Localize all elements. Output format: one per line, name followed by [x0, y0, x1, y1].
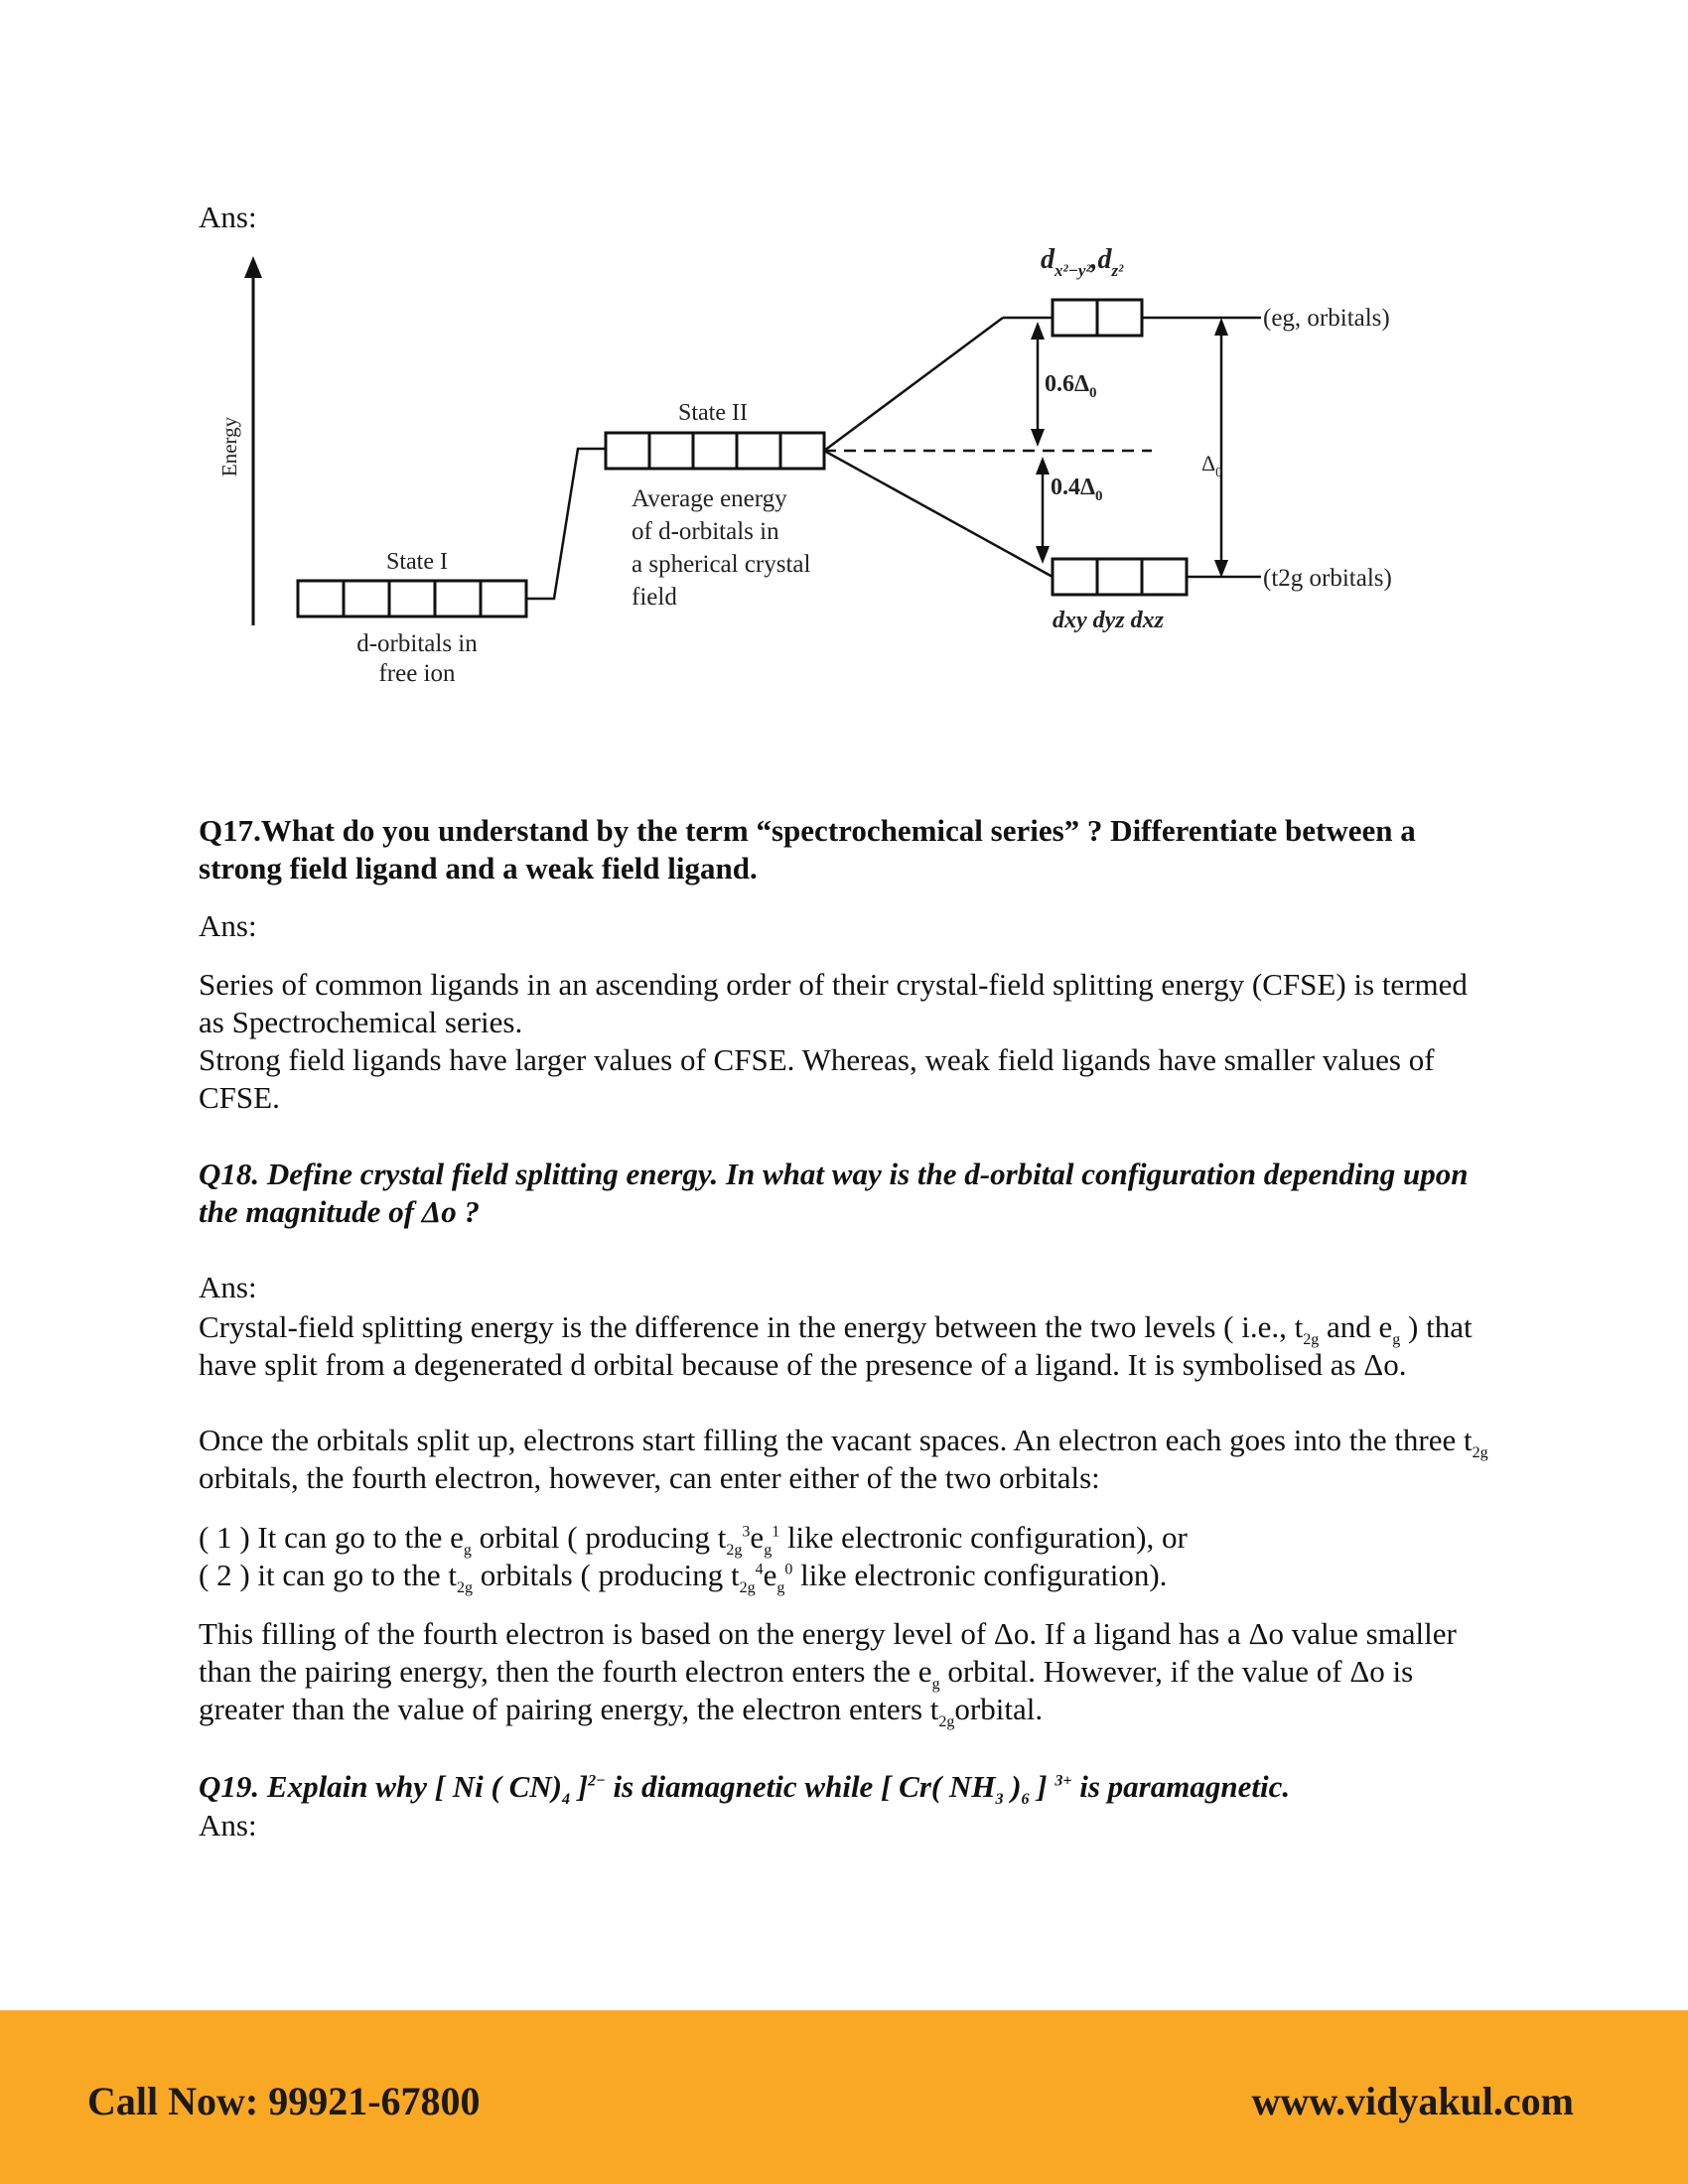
- state2-label: State II: [678, 400, 748, 426]
- upper-gap-arrowhead-top: [1031, 322, 1045, 340]
- footer-banner: [0, 2010, 1688, 2184]
- t2g-orbital-names: dxy dyz dxz: [1053, 608, 1164, 633]
- t2g-orbitals-label: (t2g orbitals): [1263, 565, 1392, 592]
- state2-caption-line4: field: [632, 584, 677, 611]
- state1-caption-line1: d-orbitals in: [356, 630, 478, 657]
- state1-label: State I: [386, 549, 448, 575]
- energy-axis-arrowhead: [244, 256, 262, 278]
- split-line-down: [824, 451, 1053, 577]
- footer-call-now[interactable]: Call Now: 99921-67800: [87, 2079, 481, 2123]
- q18-question: Q18. Define crystal field splitting energy. In what way is the d-orbital configuration depending upon the magnitude of Δo ?: [199, 1157, 1469, 1229]
- energy-axis-label: Energy: [217, 416, 241, 478]
- state2-caption-line2: of d-orbitals in: [632, 518, 779, 545]
- q17-answer-p1: Series of common ligands in an ascending order of their crystal-field splitting energy (CFSE) is termed as Spectrochemical series.: [199, 967, 1468, 1039]
- connector-state1-state2: [526, 449, 606, 599]
- lower-gap-arrowhead-bottom: [1036, 546, 1050, 564]
- q17-answer-p2: Strong field ligands have larger values of CFSE. Whereas, weak field ligands have smaller values of CFSE.: [199, 1042, 1435, 1115]
- upper-gap-arrowhead-bottom: [1031, 429, 1045, 447]
- t2g-orbital-boxes: [1053, 559, 1187, 595]
- state2-caption-line3: a spherical crystal: [632, 551, 811, 578]
- state1-orbital-boxes: [298, 581, 526, 616]
- footer-website-link[interactable]: www.vidyakul.com: [1251, 2079, 1574, 2123]
- eg-orbital-names: $d_{x^2-y^2},d_{z^2}$: [1041, 244, 1124, 280]
- q18-answer-p1: Crystal-field splitting energy is the difference in the energy between the two levels ( i.e., $t_{2g}$ and $e_g$ ) that have split from a degenerated d orbital because of the presence of a ligand. It is symbolised as Δo.: [199, 1309, 1473, 1382]
- state2-orbital-boxes: [606, 433, 824, 469]
- q17-answer-label: Ans:: [199, 908, 257, 943]
- q18-answer-p3: This filling of the fourth electron is based on the energy level of Δo. If a ligand has a Δo value smaller than the pairing energy, then the fourth electron enters the $e_g$ orbital. However, if the value of Δo is greater than the value of pairing energy, the electron enters $t_{2g}orbital$.: [199, 1616, 1457, 1731]
- state2-caption-line1: Average energy: [632, 485, 787, 512]
- total-gap-arrowhead-bottom: [1214, 560, 1228, 578]
- state1-caption-line2: free ion: [378, 660, 456, 687]
- q18-answer-p2: Once the orbitals split up, electrons start filling the vacant spaces. An electron each goes into the three $t_{2g}$ orbitals, the fourth electron, however, can enter either of the two orbitals:: [199, 1423, 1488, 1495]
- split-line-up: [824, 318, 1003, 451]
- lower-gap-label: $0.4\Delta_0$: [1051, 475, 1103, 504]
- eg-orbitals-label: (eg, orbitals): [1263, 305, 1390, 332]
- total-gap-label: $\Delta_0$: [1201, 451, 1223, 480]
- crystal-field-splitting-diagram: [189, 238, 1460, 715]
- q17-question: Q17.What do you understand by the term “spectrochemical series” ? Differentiate between a strong field ligand and a weak field ligand.: [199, 813, 1416, 886]
- q18-list-item-2: ( 2 ) it can go to the $t_{2g}$ orbitals ( producing $t_{2g}^4e_g^0$ like electronic configuration).: [199, 1558, 1168, 1597]
- q18-list-item-1: ( 1 ) It can go to the $e_g$ orbital ( producing $t_{2g}^3e_g^1$ like electronic configuration), or: [199, 1520, 1188, 1560]
- q18-answer-label: Ans:: [199, 1270, 257, 1304]
- upper-gap-label: $0.6\Delta_0$: [1045, 371, 1097, 401]
- q19-answer-label: Ans:: [199, 1808, 257, 1843]
- eg-orbital-boxes: [1053, 300, 1142, 336]
- lower-gap-arrowhead-top: [1036, 457, 1050, 475]
- answer-label-q16: Ans:: [199, 200, 257, 234]
- total-gap-arrowhead-top: [1214, 318, 1228, 336]
- q19-question: Q19. Explain why [ Ni ( $CN)_4$ ]$^{2-}$ is diamagnetic while [ Cr( $NH_3$ )$_6$ ] $^{3+}$ is paramagnetic.: [199, 1769, 1291, 1809]
